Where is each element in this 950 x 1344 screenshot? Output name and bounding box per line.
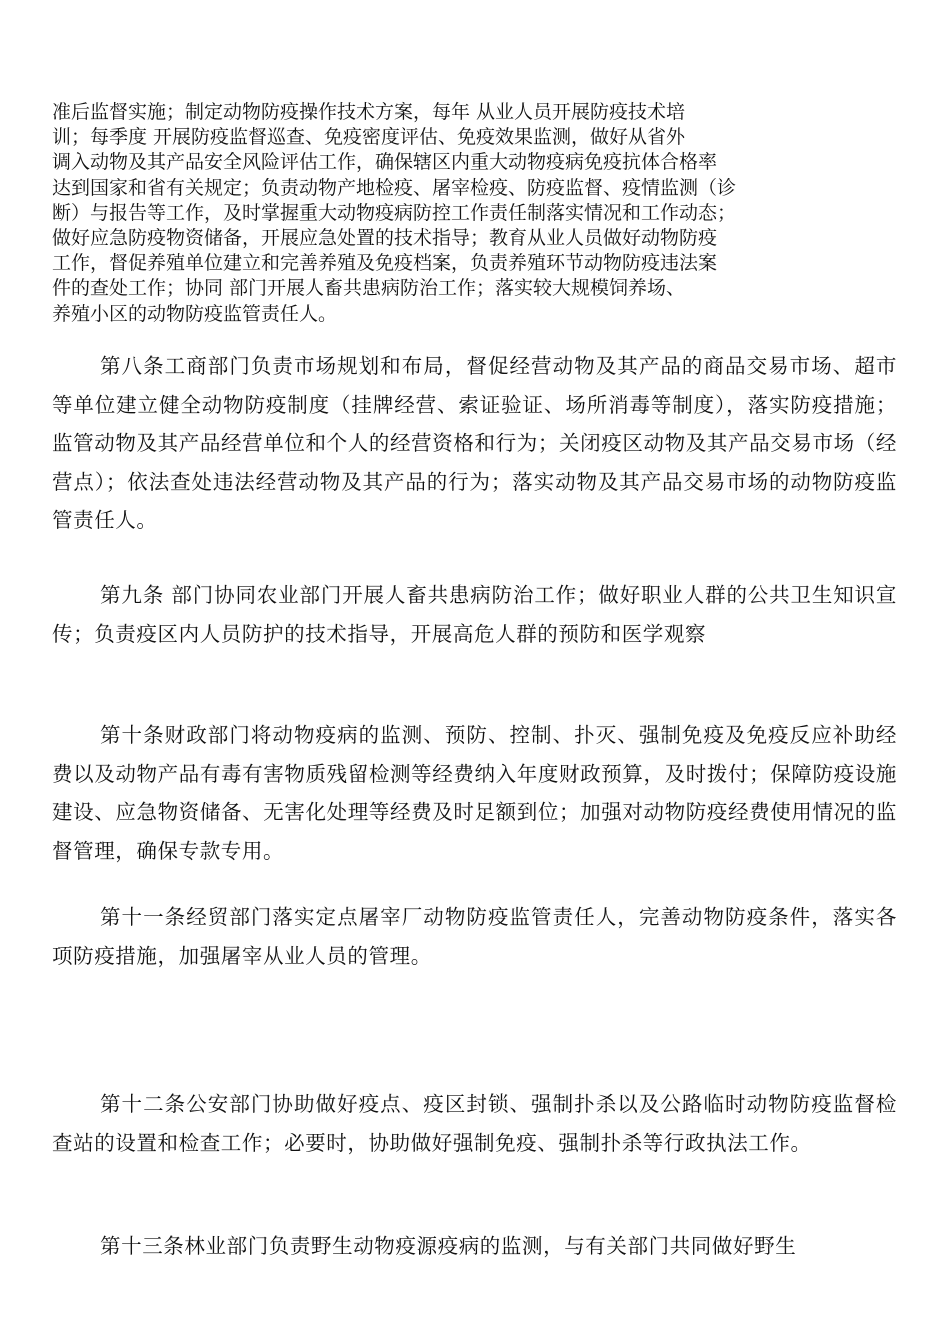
- article-10-paragraph: 第十条财政部门将动物疫病的监测、预防、控制、扑灭、强制免疫及免疫反应补助经费以及动物产品有毒有害物质残留检测等经费纳入年度财政预算，及时拨付；保障防疫设施建设、应急物资储备、无害化处理等经费及时足额到位；加强对动物防疫经费使用情况的监督管理，确保专款专用。: [52, 723, 897, 863]
- text-line: 调入动物及其产品安全风险评估工作，确保辖区内重大动物疫病免疫抗体合格率: [52, 151, 718, 174]
- article-9-paragraph: 第九条 部门协同农业部门开展人畜共患病防治工作；做好职业人群的公共卫生知识宣传；负责疫区内人员防护的技术指导，开展高危人群的预防和医学观察: [52, 583, 897, 646]
- text-line: 达到国家和省有关规定；负责动物产地检疫、屠宰检疫、防疫监督、疫情监测（诊: [52, 176, 737, 199]
- text-line: 准后监督实施；制定动物防疫操作技术方案，每年 从业人员开展防疫技术培: [52, 101, 686, 123]
- text-line: 养殖小区的动物防疫监管责任人。: [52, 302, 338, 325]
- text-line: 断）与报告等工作，及时掌握重大动物疫病防控工作责任制落实情况和工作动态；: [52, 201, 737, 224]
- text-line: 工作，督促养殖单位建立和完善养殖及免疫档案，负责养殖环节动物防疫违法案: [52, 252, 718, 275]
- text-line: 做好应急防疫物资储备，开展应急处置的技术指导；教育从业人员做好动物防疫: [52, 227, 718, 250]
- text-line: 件的查处工作；协同 部门开展人畜共患病防治工作；落实较大规模饲养场、: [52, 277, 686, 300]
- article-13-paragraph: 第十三条林业部门负责野生动物疫源疫病的监测，与有关部门共同做好野生: [100, 1234, 797, 1258]
- article-12-paragraph: 第十二条公安部门协助做好疫点、疫区封锁、强制扑杀以及公路临时动物防疫监督检查站的设置和检查工作；必要时，协助做好强制免疫、强制扑杀等行政执法工作。: [52, 1092, 897, 1155]
- article-8-paragraph: 第八条工商部门负责市场规划和布局，督促经营动物及其产品的商品交易市场、超市等单位建立健全动物防疫制度（挂牌经营、索证验证、场所消毒等制度），落实防疫措施；监管动物及其产品经营单位和个人的经营资格和行为；关闭疫区动物及其产品交易市场（经营点）；依法查处违法经营动物及其产品的行为；落实动物及其产品交易市场的动物防疫监管责任人。: [52, 354, 897, 532]
- continued-article-block: [52, 100, 882, 327]
- text-line: 训；每季度 开展防疫监督巡查、免疫密度评估、免疫效果监测，做好从省外: [52, 126, 686, 149]
- article-11-paragraph: 第十一条经贸部门落实定点屠宰厂动物防疫监管责任人，完善动物防疫条件，落实各项防疫措施，加强屠宰从业人员的管理。: [52, 905, 897, 968]
